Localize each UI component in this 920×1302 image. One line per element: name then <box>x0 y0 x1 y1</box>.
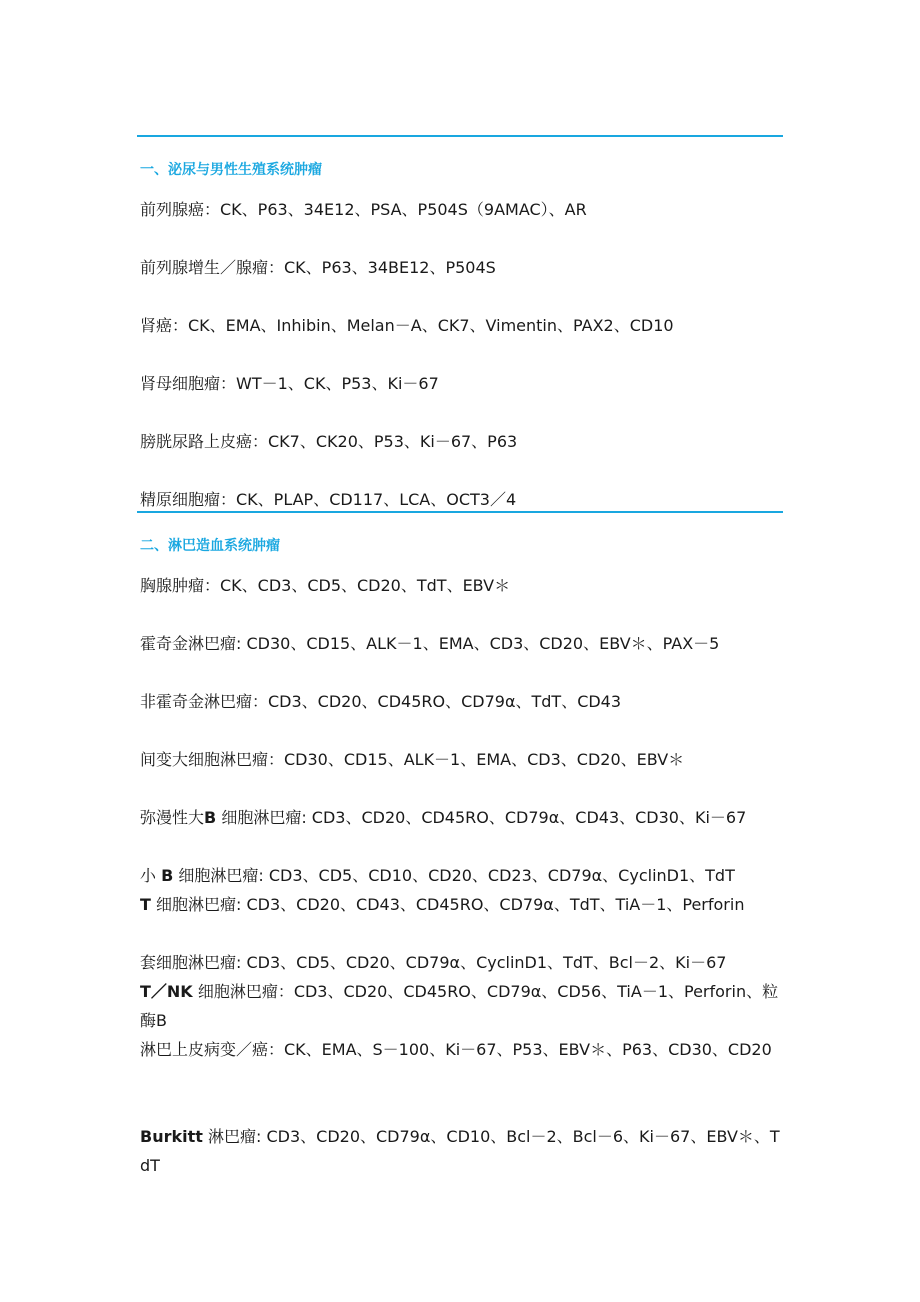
entry-bladder-urothelial-cancer: 膀胱尿路上皮癌：CK7、CK20、P53、Ki－67、P63 <box>140 432 518 451</box>
entry-t-cell-lymphoma <box>140 890 785 919</box>
entry-text: 淋巴上皮病变／癌：CK、EMA、S－100、Ki－67、P53、EBV＊、P63、CD30、CD20 <box>140 1040 772 1059</box>
entry-text-bold: T／NK <box>140 982 193 1001</box>
entry-anaplastic-large-cell-lymphoma <box>140 745 785 774</box>
entry-text: 非霍奇金淋巴瘤：CD3、CD20、CD45RO、CD79α、TdT、CD43 <box>140 692 622 711</box>
entry-lymphoepithelial-lesion <box>140 1035 785 1064</box>
entry-seminoma: 精原细胞瘤：CK、PLAP、CD117、LCA、OCT3／4 <box>140 490 517 509</box>
entry-small-b-cell-lymphoma <box>140 861 785 890</box>
entry-nephroblastoma: 肾母细胞瘤：WT－1、CK、P53、Ki－67 <box>140 374 439 393</box>
section-1-top-rule <box>137 135 783 137</box>
entry-text: 霍奇金淋巴瘤: CD30、CD15、ALK－1、EMA、CD3、CD20、EBV＊、PAX－5 <box>140 634 720 653</box>
entry-prostate-hyperplasia: 前列腺增生／腺瘤：CK、P63、34BE12、P504S <box>140 258 496 277</box>
entry-text-bold: B <box>161 866 174 885</box>
entry-hodgkin-lymphoma <box>140 629 785 658</box>
entry-burkitt-lymphoma <box>140 1122 785 1180</box>
entry-mantle-cell-lymphoma <box>140 948 785 977</box>
entry-text: 间变大细胞淋巴瘤：CD30、CD15、ALK－1、EMA、CD3、CD20、EBV＊ <box>140 750 685 769</box>
section-1-title: 一、泌尿与男性生殖系统肿瘤 <box>140 162 322 178</box>
entry-t-nk-cell-lymphoma <box>140 977 785 1035</box>
entry-text-bold: Burkitt <box>140 1127 203 1146</box>
entry-non-hodgkin-lymphoma <box>140 687 785 716</box>
entry-text-post: 细胞淋巴瘤: CD3、CD5、CD10、CD20、CD23、CD79α、CyclinD1、TdT <box>178 866 735 885</box>
entry-text-post: 淋巴瘤: CD3、CD20、CD79α、CD10、Bcl－2、Bcl－6、Ki－67、EBV＊、TdT <box>140 1127 780 1175</box>
section-2-top-rule <box>137 511 783 513</box>
entry-text-post: 细胞淋巴瘤: CD3、CD20、CD45RO、CD79α、CD43、CD30、Ki－67 <box>221 808 747 827</box>
entry-text-pre: 弥漫性大 <box>140 808 205 827</box>
entry-text-post: 细胞淋巴瘤：CD3、CD20、CD45RO、CD79α、CD56、TiA－1、Perforin、粒酶B <box>140 982 779 1030</box>
entry-text: 套细胞淋巴瘤: CD3、CD5、CD20、CD79α、CyclinD1、TdT、Bcl－2、Ki－67 <box>140 953 727 972</box>
entry-prostate-cancer: 前列腺癌：CK、P63、34E12、PSA、P504S（9AMAC）、AR <box>140 200 587 219</box>
entry-thymoma <box>140 571 785 600</box>
entry-text: 胸腺肿瘤：CK、CD3、CD5、CD20、TdT、EBV＊ <box>140 576 511 595</box>
entry-diffuse-large-b-cell-lymphoma <box>140 803 785 832</box>
entry-text-bold: B <box>204 808 217 827</box>
section-2-title: 二、淋巴造血系统肿瘤 <box>140 538 280 554</box>
entry-renal-cancer: 肾癌：CK、EMA、Inhibin、Melan－A、CK7、Vimentin、PAX2、CD10 <box>140 316 674 335</box>
entry-text-bold: T <box>140 895 151 914</box>
entry-text-pre: 小 <box>140 866 157 885</box>
entry-text-post: 细胞淋巴瘤: CD3、CD20、CD43、CD45RO、CD79α、TdT、TiA－1、Perforin <box>156 895 745 914</box>
